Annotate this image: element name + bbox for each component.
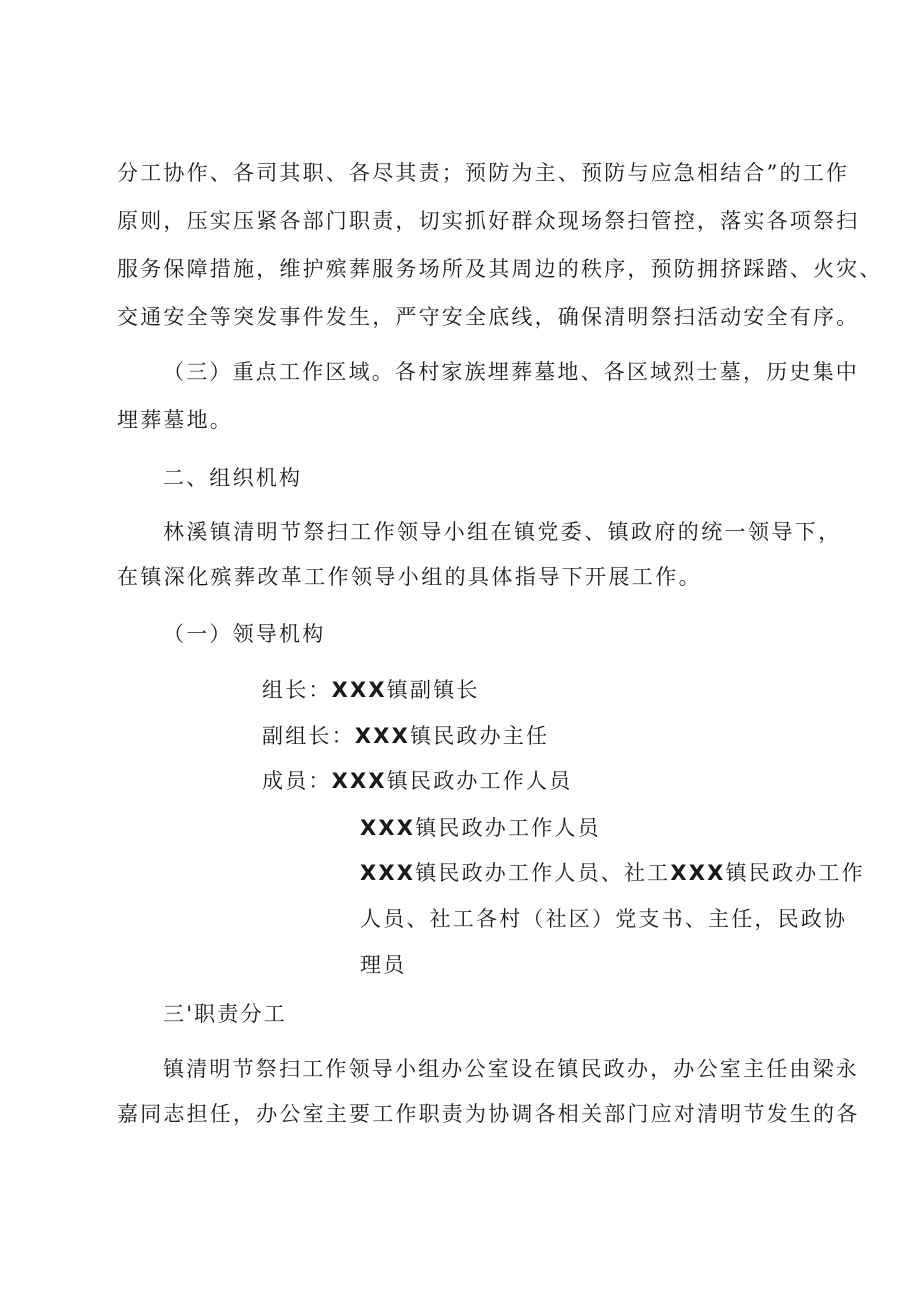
paragraph-line: 分工协作、各司其职、各尽其责；预防为主、预防与应急相结合”的工作	[117, 161, 850, 185]
leader-entry	[262, 675, 480, 705]
paragraph-line: 服务保障措施，维护殡葬服务场所及其周边的秩序，预防拥挤踩踏、火灾、	[117, 257, 883, 281]
member1-placeholder: XXX	[331, 769, 387, 793]
section-heading: 三'职责分工	[163, 1002, 287, 1026]
leader-title: 镇副镇长	[386, 678, 480, 702]
paragraph-line: 在镇深化殡葬改革工作领导小组的具体指导下开展工作。	[117, 565, 702, 589]
paragraph-line: 林溪镇清明节祭扫工作领导小组在镇党委、镇政府的统一领导下，	[163, 520, 842, 544]
leader-label: 组长：	[262, 678, 332, 702]
member-entry-continued: 理员	[360, 953, 407, 977]
member3-text-a: 镇民政办工作人员、社工	[415, 861, 671, 885]
deputy-label: 副组长：	[262, 724, 355, 748]
paragraph-line: 原则，压实压紧各部门职责，切实抓好群众现场祭扫管控，落实各项祭扫	[117, 209, 860, 233]
deputy-entry	[262, 721, 549, 751]
section-heading: 二、组织机构	[163, 466, 303, 490]
paragraph-line: 交通安全等突发事件发生，严守安全底线，确保清明祭扫活动安全有序。	[117, 305, 860, 329]
member3-placeholder-a: XXX	[360, 861, 416, 885]
paragraph-line: （三）重点工作区域。各村家族埋葬墓地、各区域烈士墓，历史集中	[163, 360, 859, 384]
member-entry-continued: 人员、社工各村（社区）党支书、主任，民政协	[360, 907, 848, 931]
leader-placeholder: XXX	[331, 678, 387, 702]
paragraph-line: 嘉同志担任，办公室主要工作职责为协调各相关部门应对清明节发生的各	[117, 1102, 860, 1126]
members-entry	[262, 766, 572, 796]
paragraph-line: 埋葬墓地。	[117, 408, 233, 432]
member-entry	[360, 813, 601, 843]
deputy-title: 镇民政办主任	[410, 724, 550, 748]
member-entry	[360, 858, 865, 888]
members-label: 成员：	[262, 769, 332, 793]
deputy-placeholder: XXX	[354, 724, 410, 748]
member2-title: 镇民政办工作人员	[415, 816, 601, 840]
member2-placeholder: XXX	[360, 816, 416, 840]
paragraph-line: 镇清明节祭扫工作领导小组办公室设在镇民政办，办公室主任由梁永	[163, 1057, 859, 1081]
member1-title: 镇民政办工作人员	[386, 769, 573, 793]
member3-placeholder-b: XXX	[670, 861, 726, 885]
subsection-heading: （一）领导机构	[163, 622, 326, 646]
member3-text-b: 镇民政办工作	[725, 861, 865, 885]
